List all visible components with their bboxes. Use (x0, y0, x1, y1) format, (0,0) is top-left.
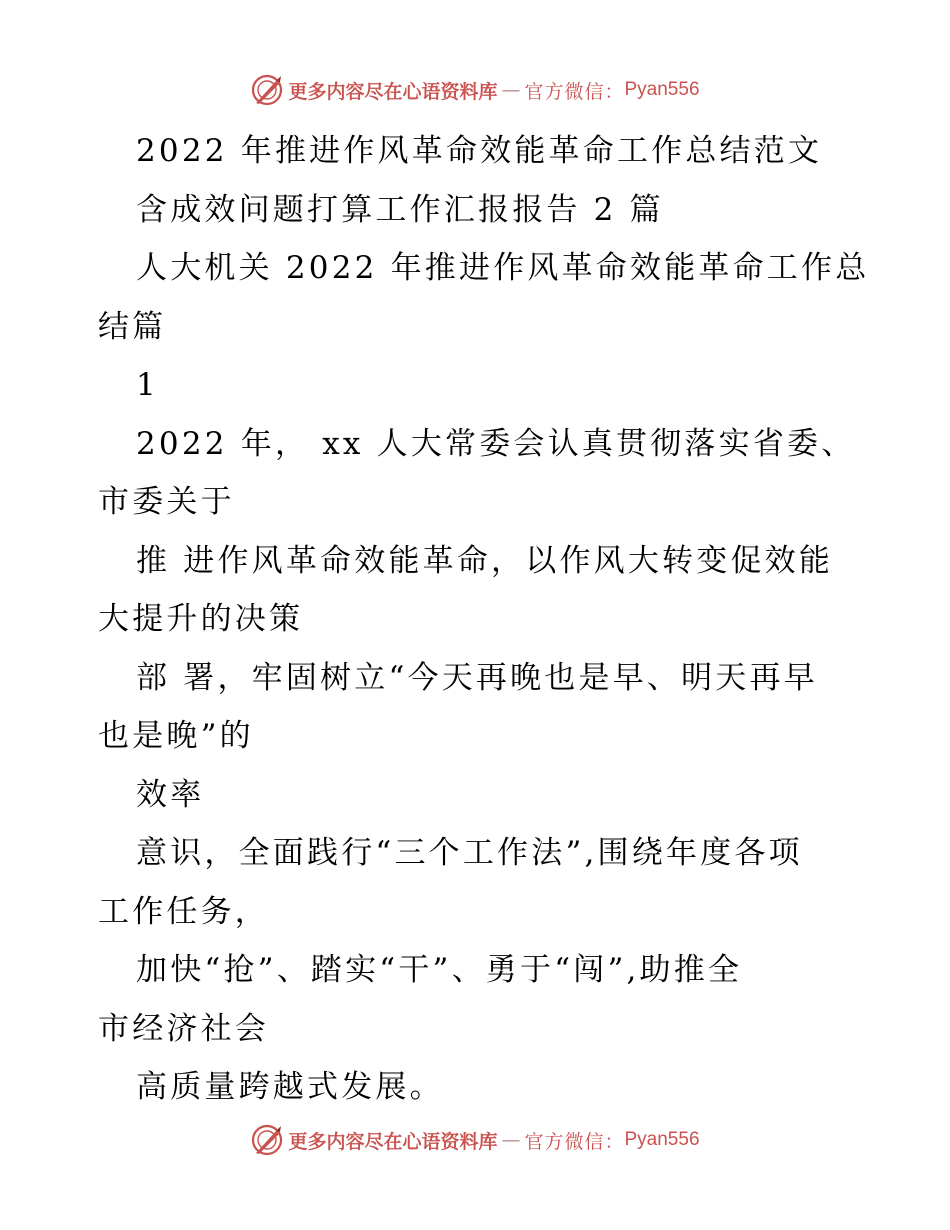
text-line: 效率 (136, 776, 205, 813)
text-line: 高质量跨越式发展。 (136, 1069, 444, 1105)
header-watermark (0, 70, 950, 110)
text-line: 市委关于 (98, 484, 235, 520)
watermark-label: 官方微信： (524, 1130, 625, 1153)
document-body (98, 122, 870, 1117)
text-line: 结篇 (98, 308, 167, 345)
text-line: 含成效问题打算工作汇报报告 2 篇 (136, 191, 664, 228)
text-line: 工作任务， (98, 893, 269, 930)
text-line: 2022 年推进作风革命效能革命工作总结范文 (136, 133, 823, 169)
watermark-label: 官方微信： (524, 80, 625, 103)
text-line: 1 (136, 367, 159, 403)
watermark-dash: — (501, 1129, 521, 1151)
watermark-text: 更多内容尽在心语资料库 (288, 1130, 498, 1153)
text-line: 人大机关 2022 年推进作风革命效能革命工作总 (136, 250, 870, 286)
text-line: 2022 年， xx 人大常委会认真贯彻落实省委、 (136, 425, 856, 462)
text-line: 加快“抢”、踏实“干”、勇于“闯”,助推全 (136, 952, 743, 988)
watermark-dash: — (501, 79, 521, 101)
watermark-handle: Pyan556 (624, 79, 700, 100)
text-line: 意识，全面践行“三个工作法”,围绕年度各项 (136, 835, 803, 871)
quill-logo-icon (250, 73, 284, 107)
watermark-handle: Pyan556 (624, 1129, 700, 1150)
quill-logo-icon (250, 1123, 284, 1157)
text-line: 部 署，牢固树立“今天再晚也是早、明天再早 (136, 659, 818, 696)
text-line: 市经济社会 (98, 1010, 269, 1047)
text-line: 也是晚”的 (98, 718, 254, 754)
watermark-text: 更多内容尽在心语资料库 (288, 80, 498, 103)
footer-watermark (0, 1120, 950, 1160)
text-line: 推 进作风革命效能革命，以作风大转变促效能 (136, 542, 834, 579)
text-line: 大提升的决策 (98, 601, 304, 637)
